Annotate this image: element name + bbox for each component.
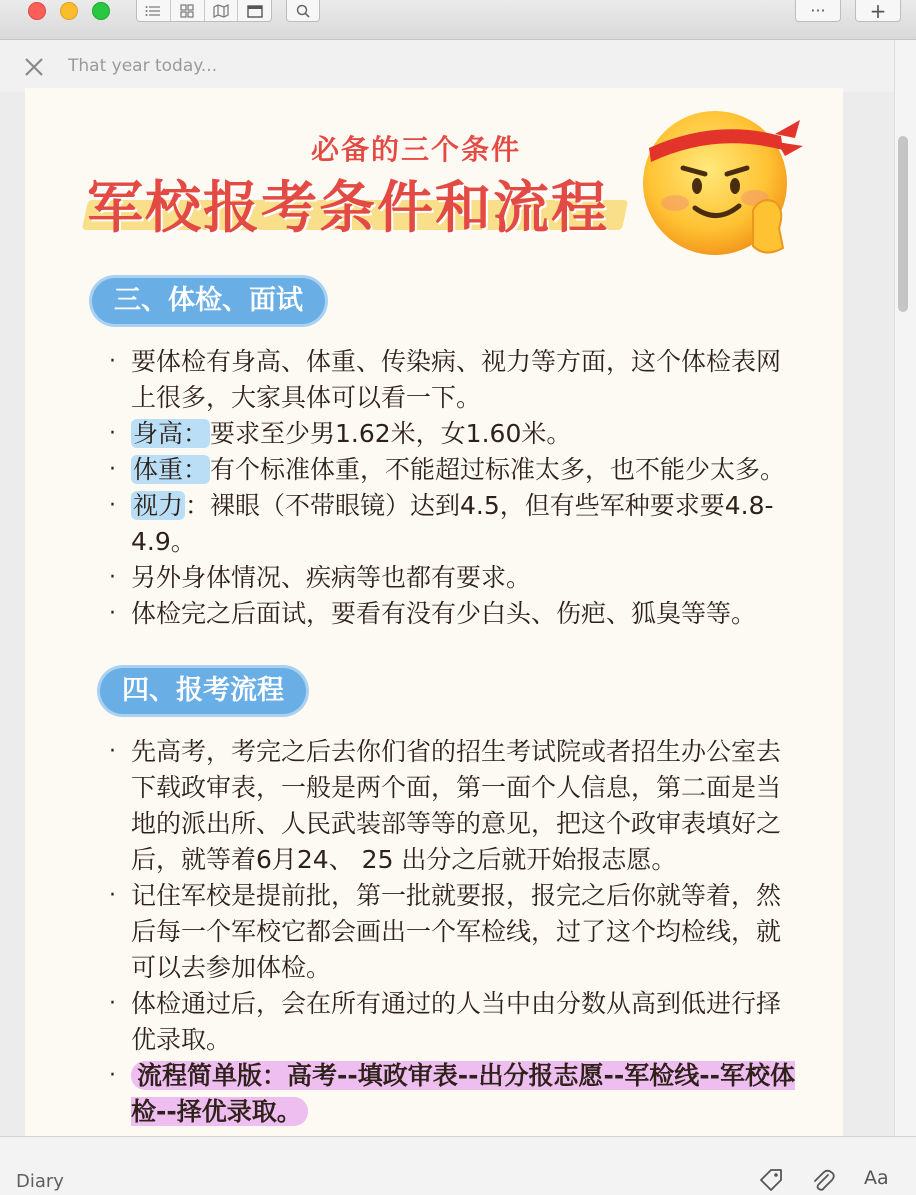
section-heading-physical-exam: 三、体检、面试 xyxy=(92,278,325,324)
close-window-button[interactable] xyxy=(28,2,46,20)
bullet-dot: · xyxy=(109,457,116,482)
bullet-dot: · xyxy=(109,601,116,626)
close-entry-icon[interactable] xyxy=(22,56,46,80)
bullet-dot: · xyxy=(109,739,116,764)
bullet-dot: · xyxy=(109,883,116,908)
bullet-dot: · xyxy=(109,991,116,1016)
bullet-dot: · xyxy=(109,421,116,446)
poster-subtitle: 必备的三个条件 xyxy=(311,133,522,166)
bullet-dot: · xyxy=(109,349,116,374)
bottom-toolbar xyxy=(0,1136,916,1195)
bullet-dot: · xyxy=(109,493,116,518)
weight-tag: 体重： xyxy=(133,455,209,484)
application-process-bullet-list xyxy=(103,734,803,1130)
entry-header xyxy=(0,40,894,92)
list-item: · 另外身体情况、疾病等也都有要求。 xyxy=(103,560,803,596)
zoom-window-button[interactable] xyxy=(92,2,110,20)
list-item: · 记住军校是提前批，第一批就要报，报完之后你就等着，然后每一个军校它都会画出一个军检线，过了这个均检线，就可以去参加体检。 xyxy=(103,878,803,986)
bullet-dot: · xyxy=(109,1063,116,1088)
search-button[interactable] xyxy=(286,0,320,22)
window-titlebar xyxy=(0,0,916,40)
list-item: · 要体检有身高、体重、传染病、视力等方面，这个体检表网上很多，大家具体可以看一下。 xyxy=(103,344,803,416)
bullet-dot: · xyxy=(109,565,116,590)
tag-icon[interactable] xyxy=(758,1167,784,1193)
search-icon xyxy=(296,4,310,18)
height-tag: 身高： xyxy=(133,419,209,448)
poster-title: 军校报考条件和流程 xyxy=(87,176,609,241)
new-entry-button[interactable]: + xyxy=(855,0,901,22)
process-summary-highlight: 流程简单版：高考--填政审表--出分报志愿--军检线--军校体检--择优录取。 xyxy=(131,1061,796,1126)
diary-image-card xyxy=(25,88,843,1136)
section-heading-application-process: 四、报考流程 xyxy=(100,668,306,714)
list-item: · 体检完之后面试，要看有没有少白头、伤疤、狐臭等等。 xyxy=(103,596,803,632)
physical-exam-bullet-list xyxy=(103,344,803,632)
list-item xyxy=(103,1058,803,1130)
calendar-view-icon[interactable] xyxy=(238,0,271,21)
journal-name[interactable]: Diary xyxy=(16,1171,64,1192)
minimize-window-button[interactable] xyxy=(60,2,78,20)
paperclip-icon[interactable] xyxy=(810,1167,836,1193)
entry-title[interactable]: That year today... xyxy=(68,56,218,76)
scrollbar-thumb[interactable] xyxy=(898,136,908,312)
list-view-icon[interactable] xyxy=(137,0,171,21)
text-format-button[interactable]: Aa xyxy=(864,1167,889,1189)
view-mode-segmented-control xyxy=(136,0,272,22)
map-view-icon[interactable] xyxy=(205,0,239,21)
list-item: · 身高：要求至少男1.62米，女1.60米。 xyxy=(103,416,803,452)
determined-face-emoji-icon xyxy=(635,98,805,258)
grid-view-icon[interactable] xyxy=(171,0,205,21)
list-item: · 视力：裸眼（不带眼镜）达到4.5，但有些军种要求要4.8-4.9。 xyxy=(103,488,803,560)
list-item: · 先高考，考完之后去你们省的招生考试院或者招生办公室去下载政审表，一般是两个面，第一面个人信息，第二面是当地的派出所、人民武装部等等的意见，把这个政审表填好之后，就等着6月24、 25 出分之后就开始报志愿。 xyxy=(103,734,803,878)
vision-tag: 视力 xyxy=(133,491,184,520)
more-options-button[interactable]: ··· xyxy=(795,0,841,22)
list-item: · 体检通过后，会在所有通过的人当中由分数从高到低进行择优录取。 xyxy=(103,986,803,1058)
list-item: · 体重：有个标准体重，不能超过标准太多，也不能少太多。 xyxy=(103,452,803,488)
